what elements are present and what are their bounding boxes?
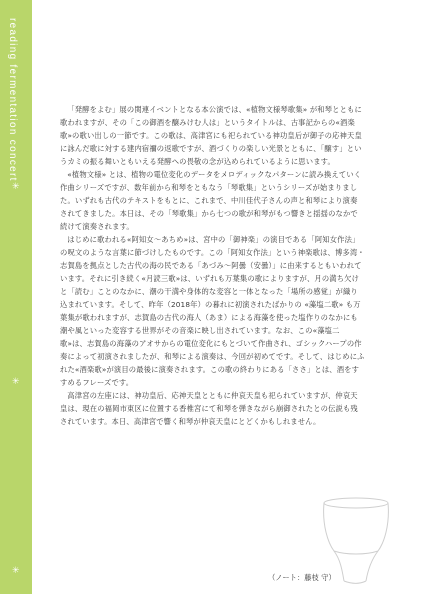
paragraph: 「発酵をよむ」展の関連イベントとなる本公演では、«植物文様琴歌集» が和琴とともに歌われますが、その「この御酒を醸みけむ人は」というタイトルは、古事記からの«酒楽歌»の歌い出しの一節です。この歌は、高津宮にも祀られている神功皇后が御子の応神天皇に詠んだ歌に対する建内宿禰の返歌ですが、酒づくりの楽しい光景とともに、「醸す」というカミの振る舞いともいえる発酵への畏敬の念が込められているように思います。 (60, 105, 362, 166)
paragraph: はじめに歌われる«阿知女〜あちめ»は、宮中の「御神楽」の演目である「阿知女作法」の呪文のような言葉に節づけしたものです。この「阿知女作法」という神楽歌は、博多湾・志賀島を拠点とした古代の海の民である「あづみ〜阿曇（安曇）」に由来するともいわれています。それに引き続く«月読三歌»は、いずれも万葉集の歌によりますが、月の満ち欠けと「読む」ことのなかに、潮の干満や身体的な変容と一体となった「場所の感覚」が織り込まれています。そして、昨年（2018年）の暮れに初演されたばかりの «藻塩二歌» も万葉集が歌われますが、志賀島の古代の海人（あま）による海藻を使った塩作りのなかにも潮や風といった変容する世界がその音楽に映し出されています。なお、この«藻塩二歌»は、志賀島の海藻のアオサからの電位変化にもとづいて作曲され、ゴシックハープの作奏によって初演されましたが、和琴による演奏は、今回が初めてです。そして、はじめにふれた«酒楽歌»が演目の最後に演奏されます。この歌の終わりにある「ささ」とは、酒をすすめるフレーズです。 (60, 235, 365, 387)
side-band (0, 0, 32, 594)
body-text (60, 103, 365, 428)
author-note: （ノート：藤枝 守） (268, 573, 336, 582)
paragraph: 高津宮の左座には、神功皇后、応神天皇とともに仲哀天皇も祀られていますが、仲哀天皇は、現在の福岡市東区に位置する香椎宮にて和琴を弾きながら崩御されたとの伝説も残されています。本日、高津宮で響く和琴が仲哀天皇にとどくかもしれません。 (60, 391, 358, 426)
asterisk-icon: ✳ (12, 566, 20, 576)
paragraph: «植物文様» とは、植物の電位変化のデータをメロディックなパターンに読み換えていく作曲シリーズですが、数年前から和琴をともなう「琴歌集」というシリーズが始まりました。いずれも古代のテキストをもとに、これまで、中川佳代子さんの声と和琴により演奏されてきました。本日は、その「琴歌集」から七つの歌が和琴がもつ響きと揺揺のなかで続けて演奏されます。 (60, 170, 362, 231)
asterisk-icon: ✳ (12, 377, 20, 387)
sidebar-title: reading fermentation concert (7, 18, 18, 182)
asterisk-icon: ✳ (12, 182, 20, 192)
